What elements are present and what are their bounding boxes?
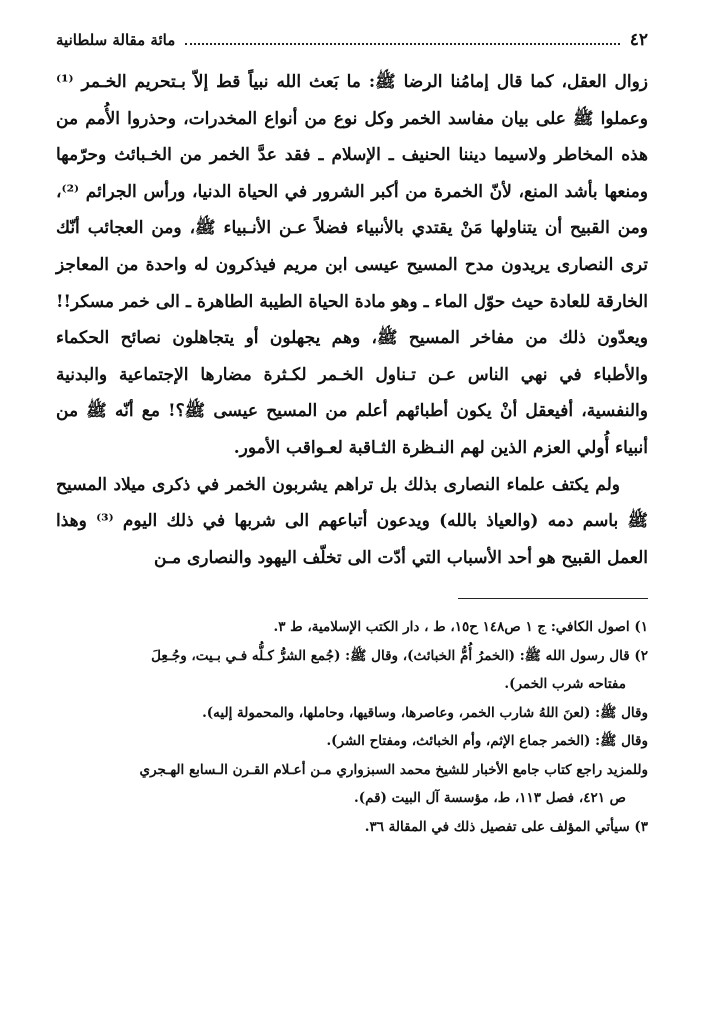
paragraph-1: زوال العقل، كما قال إمامُنا الرضا ﷺ: ما بَعث الله نبياً قط إلاّ بـتحريم الخـمر ⁽¹⁾ وعملوا ﷺ على بيان مفاسد الخمر وكل نوع من أنواع المخدرات، وحذروا الأُمم من هذه المخاطر ولاسيما ديننا الحنيف ـ الإسلام ـ فقد عدَّ الخمر من الخـبائث وحرّمها ومنعها بأشد المنع، لأنّ الخمرة من أكبر الشرور في الحياة الدنيا، ورأس الجرائم ⁽²⁾، ومن القبيح أن يتناولها مَنْ يقتدي بالأنبياء فضلاً عـن الأنـبياء ﷺ، ومن العجائب أنّك ترى النصارى يريدون مدح المسيح عيسى ابن مريم فيذكرون له واحدة من المعاجز الخارقة للعادة حيث حوّل الماء ـ وهو مادة الحياة الطيبة الطاهرة ـ الى خمر مسكر!! ويعدّون ذلك من مفاخر المسيح ﷺ، وهم يجهلون أو يتجاهلون نصائح الحكماء والأطباء في نهي الناس عـن تـناول الخـمر لكـثرة مضارها الإجتماعية والبدنية والنفسية، أفيعقل أنْ يكون أطبائهم أعلم من المسيح عيسى ﷺ؟! مع أنّه ﷺ من أنبياء أُولي العزم الذين لهم النـظرة الثـاقبة لعـواقب الأمور.	[56, 72, 648, 458]
footnotes	[56, 613, 648, 841]
footnote-separator	[458, 598, 648, 599]
running-header	[56, 30, 648, 56]
footnote-1: ١) اصول الكافي: ج ١ ص١٤٨ ح١٥، ط ، دار الكتب الإسلامية، ط ٣.	[273, 619, 648, 636]
footnote-2-hadith-2: وقال ﷺ: (لعنَ اللهُ شارب الخمر، وعاصرها، وساقيها، وحاملها، والمحمولة إليه).	[202, 704, 648, 721]
footnote-3: ٣) سيأتي المؤلف على تفصيل ذلك في المقالة ٣٦.	[364, 818, 648, 835]
header-dotted-leader	[185, 43, 620, 45]
main-text	[56, 64, 648, 576]
footnote-2-reference-continuation: ص ٤٢١، فصل ١١٣، ط، مؤسسة آل البيت (قم).	[354, 790, 626, 807]
book-title: مائة مقالة سلطانية	[56, 31, 176, 49]
page-number: ٤٢	[629, 30, 648, 50]
footnote-2: ٢) قال رسول الله ﷺ: (الخمرُ أُمُّ الخبائث)، وقال ﷺ: (جُمع الشرُّ كـلُّه فـي بـيت، وجُـعِلَ	[151, 647, 648, 664]
footnote-2-reference: وللمزيد راجع كتاب جامع الأخبار للشيخ محمد السبزواري مـن أعـلام القـرن الـسابع الهـجري	[139, 761, 648, 778]
paragraph-2: ولم يكتف علماء النصارى بذلك بل تراهم يشربون الخمر في ذكرى ميلاد المسيح ﷺ باسم دمه (والعياذ بالله) ويدعون أتباعهم الى شربها في ذلك اليوم ⁽³⁾ وهذا العمل القبيح هو أحد الأسباب التي أدّت الى تخلّف اليهود والنصارى مـن	[56, 474, 648, 568]
footnote-2-continuation: مفتاحه شرب الخمر).	[504, 676, 626, 693]
footnote-2-hadith-3: وقال ﷺ: (الخمر جماع الإثم، وأم الخبائث، ومفتاح الشر).	[326, 733, 648, 750]
